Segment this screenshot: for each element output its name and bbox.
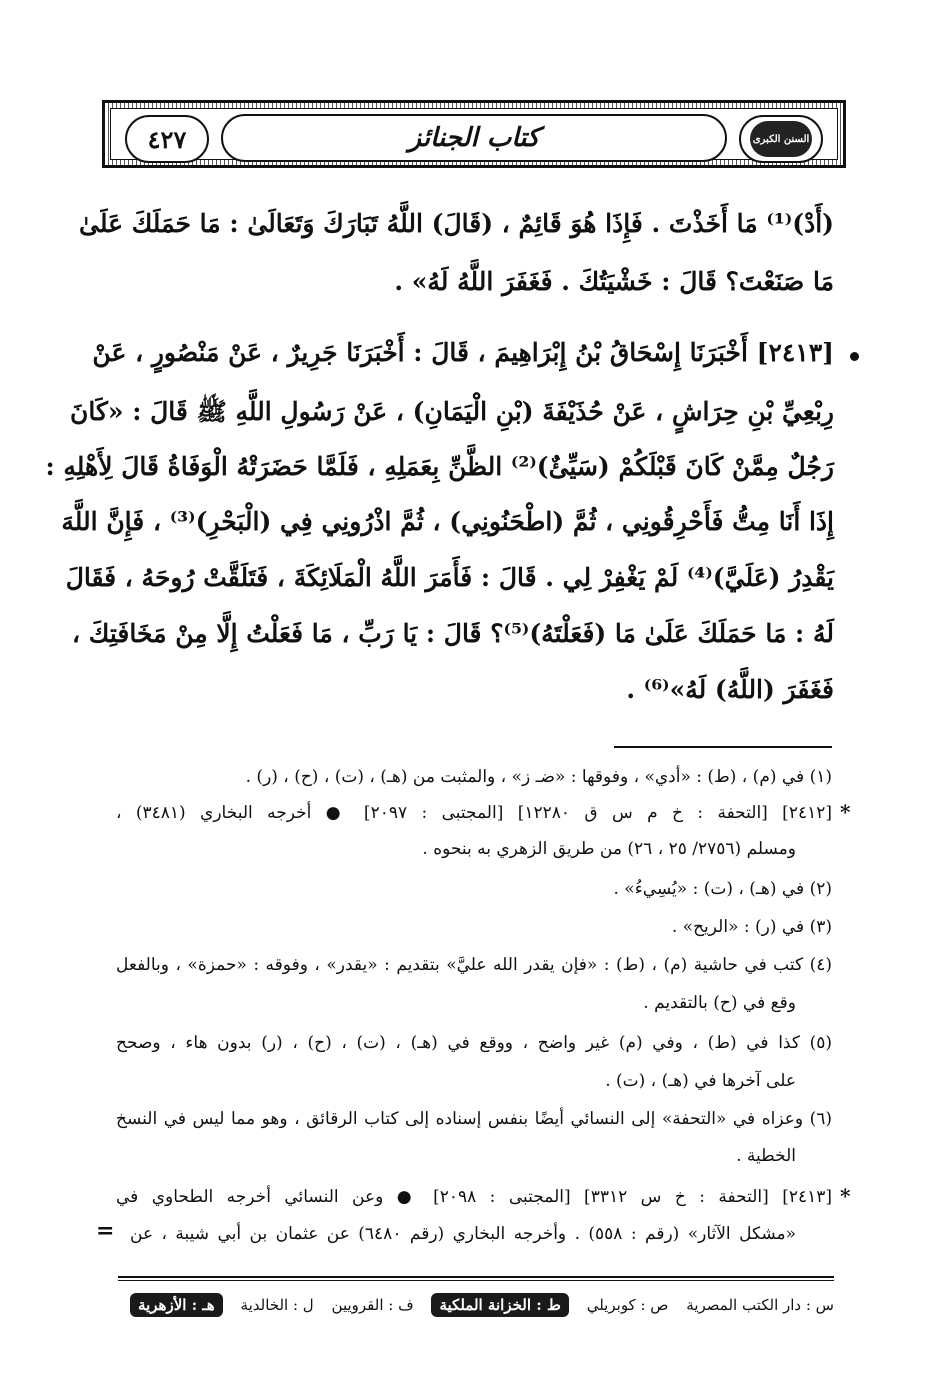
footnote-separator (614, 746, 832, 748)
main-line: لَهُ : مَا حَمَلَكَ عَلَىٰ مَا (فَعَلْتَهُ)⁽⁵⁾؟ قَالَ : يَا رَبِّ ، مَا فَعَلْتُ إِلَّا مِنْ مَخَافَتِكَ ، (72, 619, 834, 648)
footnote-line: (٥) كذا في (ط) ، وفي (م) غير واضح ، ووقع في (هـ) ، (ت) ، (ح) ، (ر) بدون هاء ، وصحح (116, 1033, 832, 1053)
page-header-frame (102, 100, 846, 168)
star-marker: * (840, 800, 851, 824)
logo-cap (739, 115, 823, 163)
main-line: رِبْعِيِّ بْنِ حِرَاشٍ ، عَنْ حُذَيْفَةَ (بْنِ الْيَمَانِ) ، عَنْ رَسُولِ اللَّهِ ﷺ قَالَ : «كَانَ (70, 397, 834, 426)
footnote-line: الخطية . (736, 1146, 796, 1166)
page-number-cap (125, 115, 209, 163)
footnote-line: (٣) في (ر) : «الريح» . (671, 917, 832, 937)
publisher-logo: السنن الكبرى (750, 121, 812, 157)
siglum-badge: ط : الخزانة الملكية (431, 1293, 568, 1317)
footnote-line: [٢٤١٢] [التحفة : خ م س ق ١٢٢٨٠] [المجتبى : ٢٠٩٧] ● أخرجه البخاري (٣٤٨١) ، (116, 803, 832, 823)
siglum-item: س : دار الكتب المصرية (686, 1296, 834, 1314)
footnote-line: (٦) وعزاه في «التحفة» إلى النسائي أيضًا بنفس إسناده إلى كتاب الرقائق ، وهو مما ليس في النسخ (116, 1109, 832, 1129)
main-line: إِذَا أَنَا مِتُّ فَأَحْرِقُونِي ، ثُمَّ (اطْحَنُونِي) ، ثُمَّ اذْرُونِي فِي (الْبَحْرِ)⁽³⁾ ، فَإِنَّ اللَّهَ (61, 507, 834, 536)
continuation-marker: = (96, 1218, 115, 1244)
footer-rule (118, 1280, 834, 1281)
footnote-line: [٢٤١٣] [التحفة : خ س ٣٣١٢] [المجتبى : ٢٠٩٨] ● وعن النسائي أخرجه الطحاوي في (116, 1187, 832, 1207)
footnote-line: (١) في (م) ، (ط) : «أدي» ، وفوقها : «ضـ ز» ، والمثبت من (هـ) ، (ت) ، (ح) ، (ر) . (245, 767, 832, 787)
book-title: كتاب الجنائز (408, 123, 540, 153)
main-line: [٢٤١٣] أَخْبَرَنَا إِسْحَاقُ بْنُ إِبْرَاهِيمَ ، قَالَ : أَخْبَرَنَا جَرِيرٌ ، عَنْ مَنْصُورٍ ، عَنْ (92, 338, 834, 367)
siglum-item: ص : كوبريلي (586, 1296, 669, 1314)
manuscript-sigla-footer (130, 1290, 834, 1320)
footnote-line: وقع في (ح) بالتقديم . (643, 993, 796, 1013)
footnote-line: «مشكل الآثار» (رقم : ٥٥٨) . وأخرجه البخاري (رقم ٦٤٨٠) عن عثمان بن أبي شيبة ، عن (130, 1224, 797, 1244)
star-marker: * (840, 1184, 851, 1208)
title-oval (221, 114, 727, 162)
siglum-item: ل : الخالدية (240, 1296, 314, 1314)
siglum-badge: هـ : الأزهرية (130, 1293, 223, 1317)
footer-rule (118, 1276, 834, 1278)
header-inner (110, 108, 838, 160)
siglum-item: ف : القرويين (331, 1296, 414, 1314)
main-line: فَغَفَرَ (اللَّهُ) لَهُ»⁽⁶⁾ . (626, 675, 834, 704)
footnote-line: ومسلم (٢٧٥٦/ ٢٥ ، ٢٦) من طريق الزهري به بنحوه . (422, 839, 796, 859)
main-line: مَا صَنَعْتَ؟ قَالَ : خَشْيَتُكَ . فَغَفَرَ اللَّهُ لَهُ» . (394, 267, 834, 296)
footnote-line: (٢) في (هـ) ، (ت) : «يُسِيءُ» . (613, 879, 832, 899)
footnote-line: (٤) كتب في حاشية (م) ، (ط) : «فإن يقدر الله عليَّ» بتقديم : «يقدر» ، وفوقه : «حمزة» ، وبالفعل (116, 955, 832, 975)
main-line: (أَدْ)⁽¹⁾ مَا أَخَذْتَ . فَإِذَا هُوَ قَائِمٌ ، (قَالَ) اللَّهُ تَبَارَكَ وَتَعَالَىٰ : مَا حَمَلَكَ عَلَىٰ (78, 209, 834, 238)
main-line: يَقْدِرُ (عَلَيَّ)⁽⁴⁾ لَمْ يَغْفِرْ لِي . قَالَ : فَأَمَرَ اللَّهُ الْمَلَائِكَةَ ، فَتَلَقَّتْ رُوحَهُ ، فَقَالَ (65, 563, 834, 592)
page-number: ٤٢٧ (147, 124, 187, 154)
main-line: رَجُلٌ مِمَّنْ كَانَ قَبْلَكُمْ (سَيِّئٌ)⁽²⁾ الظَّنِّ بِعَمَلِهِ ، فَلَمَّا حَضَرَتْهُ الْوَفَاةُ قَالَ لِأَهْلِهِ : (45, 452, 834, 481)
footnote-line: على آخرها في (هـ) ، (ت) . (605, 1071, 796, 1091)
hadith-bullet (850, 352, 859, 361)
